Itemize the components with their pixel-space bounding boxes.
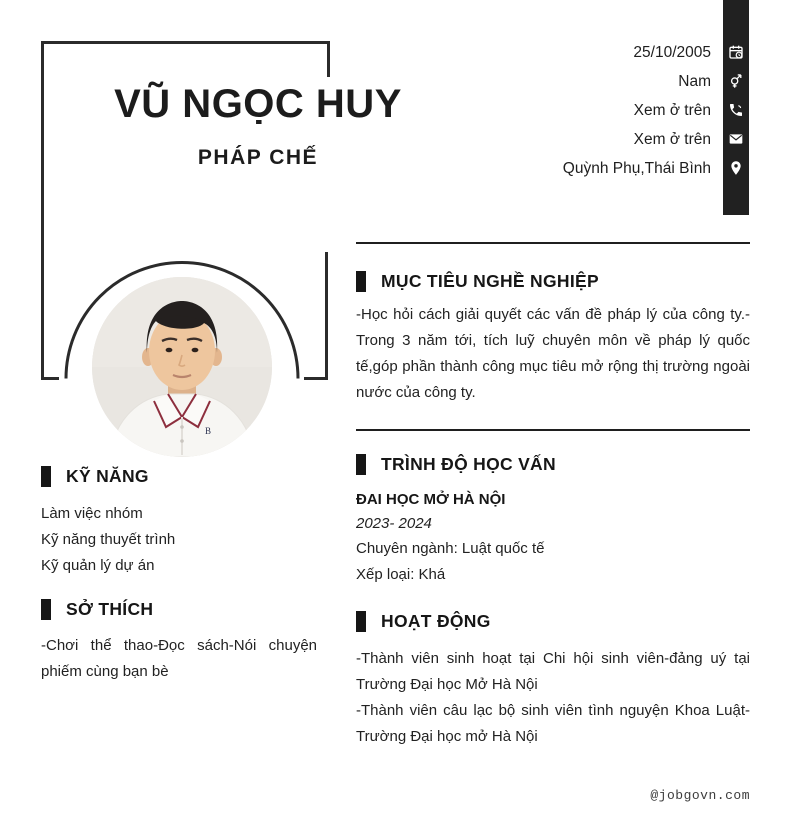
contact-icon-bar <box>723 0 749 215</box>
name-block <box>38 84 478 170</box>
phone-value: Xem ở trên <box>633 102 711 119</box>
email-value: Xem ở trên <box>633 131 711 148</box>
education-major: Chuyên ngành: Luật quốc tế <box>356 540 545 557</box>
gender-icon <box>728 73 744 89</box>
skills-section-header <box>41 466 149 487</box>
activities-section-header <box>356 611 491 632</box>
location-icon <box>728 160 744 176</box>
objective-heading: MỤC TIÊU NGHỀ NGHIỆP <box>381 271 599 291</box>
objective-section-header <box>356 271 599 292</box>
candidate-name: VŨ NGỌC HUY <box>114 82 402 126</box>
svg-text:B: B <box>205 426 212 436</box>
email-icon <box>728 131 744 147</box>
section-marker <box>41 599 51 620</box>
address-value: Quỳnh Phụ,Thái Bình <box>562 160 711 177</box>
section-divider <box>356 242 750 244</box>
skills-heading: KỸ NĂNG <box>66 466 149 486</box>
portrait-illustration <box>92 277 272 457</box>
contact-info <box>563 38 711 183</box>
skill-item: Làm việc nhóm <box>41 505 143 522</box>
activity-item: -Thành viên câu lạc bộ sinh viên tình nguyện Khoa Luật-Trường Đại học mở Hà Nội <box>356 702 750 745</box>
activities-list <box>356 646 750 750</box>
education-years: 2023- 2024 <box>356 515 432 532</box>
skill-item: Kỹ quản lý dự án <box>41 557 155 574</box>
phone-icon <box>728 102 744 118</box>
activity-item: -Thành viên sinh hoạt tại Chi hội sinh viên-đảng uý tại Trường Đại học Mở Hà Nội <box>356 650 750 693</box>
profile-photo <box>92 277 272 457</box>
skills-list <box>41 501 321 579</box>
education-heading: TRÌNH ĐỘ HỌC VẤN <box>381 454 556 474</box>
section-marker <box>41 466 51 487</box>
skill-item: Kỹ năng thuyết trình <box>41 531 176 548</box>
education-school: ĐAI HỌC MỞ HÀ NỘI <box>356 491 506 508</box>
candidate-job-title: PHÁP CHẾ <box>197 146 319 169</box>
section-marker <box>356 271 366 292</box>
activities-heading: HOẠT ĐỘNG <box>381 611 491 631</box>
education-grade: Xếp loại: Khá <box>356 566 446 583</box>
watermark: @jobgovn.com <box>650 788 750 803</box>
section-marker <box>356 611 366 632</box>
section-marker <box>356 454 366 475</box>
section-divider <box>356 429 750 431</box>
hobbies-section-header <box>41 599 153 620</box>
birthday-value: 25/10/2005 <box>633 44 711 61</box>
objective-text: -Học hỏi cách giải quyết các vấn đề pháp lý của công ty.-Trong 3 năm tới, tích luỹ chuyên môn về pháp lý quốc tế,góp phần thành công mục tiêu mở rộng thị trường ngoài nước của công ty. <box>356 306 750 401</box>
arch-right-line <box>304 252 327 379</box>
education-section-header <box>356 454 556 475</box>
hobbies-heading: SỞ THÍCH <box>66 599 154 619</box>
gender-value: Nam <box>678 73 711 90</box>
birthday-calendar-icon <box>728 44 744 60</box>
hobbies-text: -Chơi thể thao-Đọc sách-Nói chuyện phiếm cùng bạn bè <box>41 637 317 680</box>
